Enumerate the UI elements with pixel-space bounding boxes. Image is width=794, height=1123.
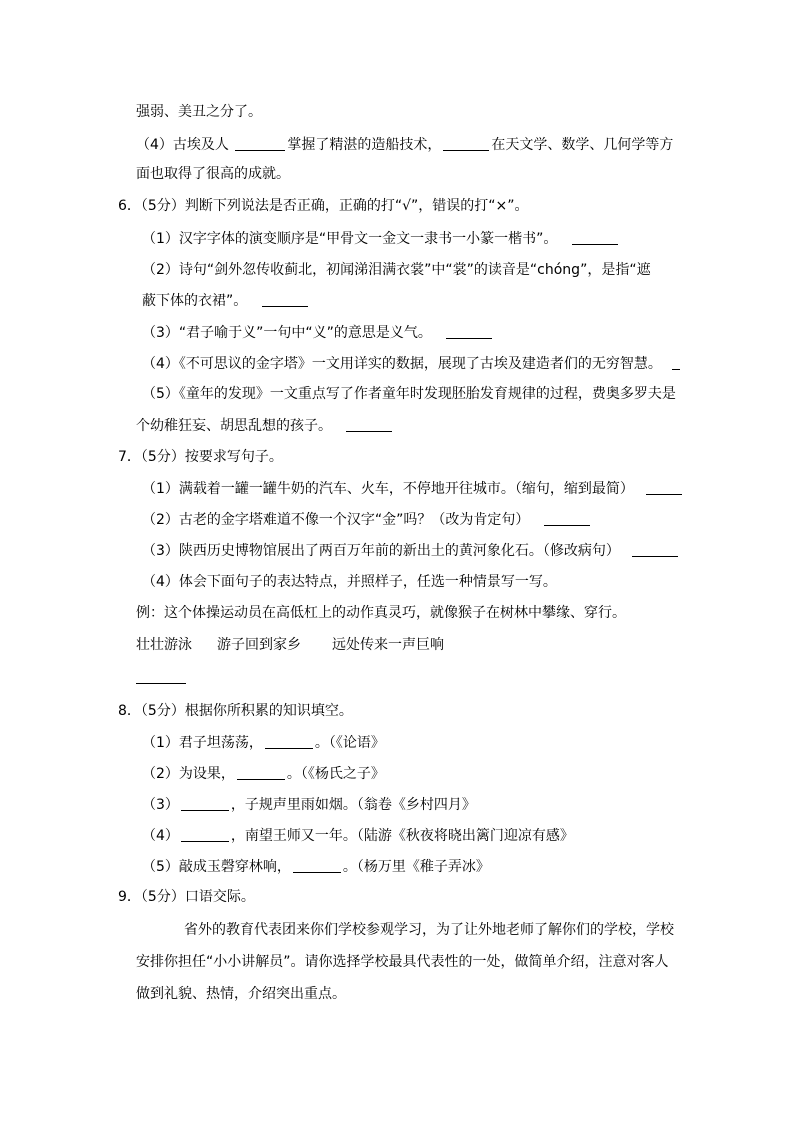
answer-blank[interactable] bbox=[235, 137, 285, 151]
q6-header: 6．（5分）判断下列说法是否正确，正确的打“√”，错误的打“×”。 bbox=[118, 198, 529, 214]
q7-item-4: （4）体会下面句子的表达特点，并照样子，任选一种情景写一写。 bbox=[142, 574, 557, 590]
prev-line-end: 强弱、美丑之分了。 bbox=[136, 104, 262, 120]
q8-item-2 bbox=[142, 766, 385, 781]
q8-item-5-pre: （5）敲成玉磬穿林响， bbox=[142, 859, 291, 875]
q9-header: 9．（5分）口语交际。 bbox=[118, 889, 255, 905]
q8-item-2-post: 。（《杨氏之子》 bbox=[286, 766, 385, 782]
answer-blank[interactable] bbox=[672, 356, 680, 370]
q7-item-2-text: （2）古老的金字塔难道不像一个汉字“金”吗？（改为肯定句） bbox=[142, 512, 530, 528]
q5-item-4-end: 在天文学、数学、几何学等方 bbox=[491, 137, 674, 153]
q7-example: 例：这个体操运动员在高低杠上的动作真灵巧，就像猴子在树林中攀缘、穿行。 bbox=[136, 605, 626, 621]
q8-item-3 bbox=[142, 797, 476, 812]
q7-item-3-text: （3）陕西历史博物馆展出了两百万年前的新出土的黄河象化石。（修改病句） bbox=[142, 543, 620, 559]
answer-blank[interactable] bbox=[646, 481, 682, 495]
answer-blank[interactable] bbox=[181, 828, 229, 842]
answer-blank[interactable] bbox=[446, 325, 492, 339]
q6-item-4 bbox=[142, 356, 682, 371]
q6-item-2: （2）诗句“剑外忽传收蓟北，初闻涕泪满衣裳”中“裳”的读音是“chóng”，是指“遮 bbox=[142, 262, 651, 278]
q8-item-1-pre: （1）君子坦荡荡， bbox=[142, 735, 263, 751]
q8-item-4 bbox=[142, 828, 574, 843]
q6-item-4-text: （4）《不可思议的金字塔》一文用详实的数据，展现了古埃及建造者们的无穷智慧。 bbox=[142, 356, 662, 372]
answer-blank[interactable] bbox=[632, 543, 678, 557]
q6-item-5-cont-text: 个幼稚狂妄、胡思乱想的孩子。 bbox=[136, 418, 332, 434]
answer-blank[interactable] bbox=[181, 797, 229, 811]
answer-blank[interactable] bbox=[293, 859, 341, 873]
q6-item-1-text: （1）汉字字体的演变顺序是“甲骨文一金文一隶书一小篆一楷书”。 bbox=[142, 231, 558, 247]
q7-scene-3: 远处传来一声巨响 bbox=[332, 637, 444, 653]
q5-item-4-label: （4）古埃及人 bbox=[136, 137, 229, 153]
q6-item-5: （5）《童年的发现》一文重点写了作者童年时发现胚胎发育规律的过程，费奥多罗夫是 bbox=[142, 386, 676, 402]
q8-item-1-post: 。（《论语》 bbox=[314, 735, 385, 751]
q8-item-5-post: 。（杨万里《稚子弄冰》 bbox=[342, 859, 490, 875]
q7-item-3 bbox=[142, 543, 680, 558]
q7-item-2 bbox=[142, 512, 592, 527]
q7-scene-2: 游子回到家乡 bbox=[217, 637, 301, 653]
q8-item-3-pre: （3） bbox=[142, 797, 179, 813]
answer-blank[interactable] bbox=[346, 418, 392, 432]
q6-item-5-cont bbox=[136, 418, 394, 433]
q6-item-3-text: （3）“君子喻于义”一句中“义”的意思是义气。 bbox=[142, 325, 432, 341]
q9-paragraph-line-2: 安排你担任“小小讲解员”。请你选择学校最具代表性的一处，做简单介绍，注意对客人 bbox=[136, 954, 669, 970]
q5-item-4 bbox=[136, 137, 673, 152]
answer-blank[interactable] bbox=[572, 231, 618, 245]
q6-item-2-cont-text: 蔽下体的衣裙”。 bbox=[142, 293, 248, 309]
q6-item-3 bbox=[142, 325, 494, 340]
q5-item-4-mid: 掌握了精湛的造船技术， bbox=[287, 137, 442, 153]
q6-item-1 bbox=[142, 231, 620, 246]
q5-item-4-cont: 面也取得了很高的成就。 bbox=[136, 166, 290, 182]
q7-item-1 bbox=[142, 481, 684, 496]
q7-scene-1: 壮壮游泳 bbox=[136, 637, 192, 653]
answer-blank[interactable] bbox=[237, 766, 285, 780]
q9-paragraph-line-1: 省外的教育代表团来你们学校参观学习，为了让外地老师了解你们的学校，学校 bbox=[184, 922, 674, 938]
q7-item-1-text: （1）满载着一罐一罐牛奶的汽车、火车，不停地开往城市。（缩句，缩到最简） bbox=[142, 481, 634, 497]
q6-item-2-cont bbox=[142, 293, 310, 308]
q8-item-1 bbox=[142, 735, 385, 750]
q7-header: 7．（5分）按要求写句子。 bbox=[118, 449, 283, 465]
answer-blank[interactable] bbox=[265, 735, 313, 749]
q9-paragraph-line-3: 做到礼貌、热情，介绍突出重点。 bbox=[136, 986, 346, 1002]
answer-blank[interactable] bbox=[262, 293, 308, 307]
q8-header: 8．（5分）根据你所积累的知识填空。 bbox=[118, 703, 353, 719]
answer-blank[interactable] bbox=[544, 512, 590, 526]
answer-blank[interactable] bbox=[136, 670, 186, 684]
q8-item-3-post: ，子规声里雨如烟。（翁卷《乡村四月》 bbox=[230, 797, 476, 813]
q8-item-2-pre: （2）为设果， bbox=[142, 766, 235, 782]
q8-item-5 bbox=[142, 859, 490, 874]
answer-blank[interactable] bbox=[443, 137, 489, 151]
q8-item-4-post: ，南望王师又一年。（陆游《秋夜将晓出篱门迎凉有感》 bbox=[230, 828, 574, 844]
q8-item-4-pre: （4） bbox=[142, 828, 179, 844]
